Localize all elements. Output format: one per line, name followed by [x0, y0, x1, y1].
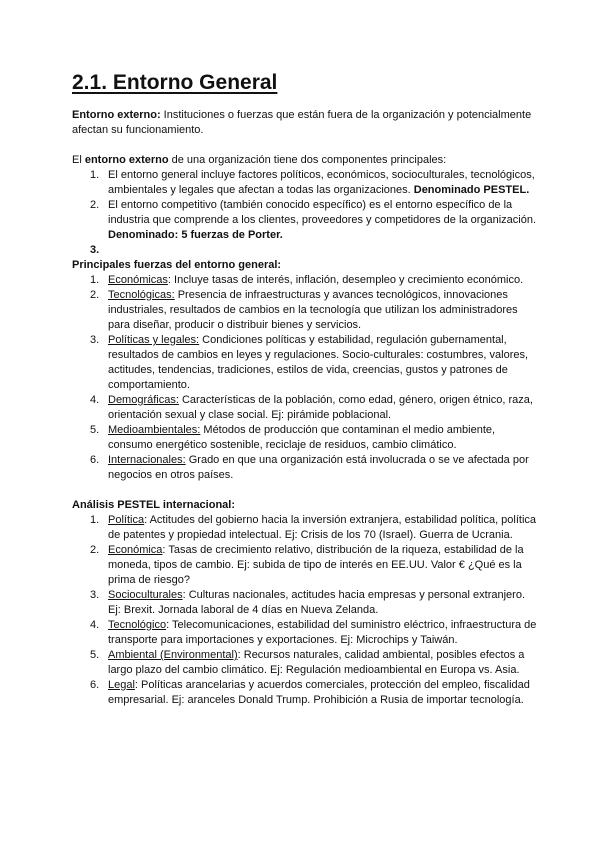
intro-term: Entorno externo: — [72, 109, 161, 121]
list-item-bold: Denominado: 5 fuerzas de Porter. — [108, 229, 283, 241]
page-title: 2.1. Entorno General — [72, 71, 278, 94]
list-item-text: Características de la población, como edad, género, origen étnico, raza, orientación sexual y clase social. Ej: pirámide poblacional. — [108, 394, 533, 421]
list-item — [72, 453, 540, 483]
list-number: 2. — [90, 544, 100, 556]
list-number: 6. — [90, 454, 100, 466]
list-item-text: Telecomunicaciones, estabilidad del suministro eléctrico, infraestructura de transporte para importaciones y exportaciones. Ej: Microchips y Taiwán. — [108, 619, 537, 646]
list-number: 1. — [90, 274, 100, 286]
list-number: 4. — [90, 394, 100, 406]
list-item-sep: : — [237, 649, 241, 661]
list-number: 5. — [90, 649, 100, 661]
list-item — [72, 273, 540, 288]
components-lead-pre: El — [72, 154, 85, 166]
list-item-label: Política — [108, 514, 145, 526]
intro-paragraph — [72, 108, 540, 138]
list-item-label: Económica — [108, 544, 163, 556]
list-number: 5. — [90, 424, 100, 436]
components-list — [72, 168, 540, 258]
list-item — [72, 423, 540, 453]
list-item-label: Tecnológicas: — [108, 289, 175, 301]
list-item-text: Culturas nacionales, actitudes hacia empresas y personal extranjero. Ej: Brexit. Jornada laboral de 4 días en Nueva Zelanda. — [108, 589, 526, 616]
list-number: 1. — [90, 514, 100, 526]
list-number: 2. — [90, 289, 100, 301]
list-item — [72, 288, 540, 333]
list-number: 4. — [90, 619, 100, 631]
list-item-label: Legal — [108, 679, 135, 691]
principales-heading: Principales fuerzas del entorno general: — [72, 259, 282, 271]
list-item-label: Internacionales: — [108, 454, 186, 466]
list-item — [72, 513, 540, 543]
list-number: 6. — [90, 679, 100, 691]
list-item-text: Métodos de producción que contaminan el medio ambiente, consumo energético sostenible, reciclaje de residuos, cambio climático. — [108, 424, 496, 451]
list-item — [72, 678, 540, 708]
list-item-text: El entorno general incluye factores políticos, económicos, socioculturales, tecnológicos, ambientales y legales que afectan a todas las organizaciones. — [108, 169, 535, 196]
list-item-text: El entorno competitivo (también conocido específico) es el entorno específico de la industria que comprende a los clientes, proveedores y competidores de la organización. — [108, 199, 537, 226]
principales-list — [72, 273, 540, 483]
list-item-text: Presencia de infraestructuras y avances tecnológicos, innovaciones industriales, resultados de cambios en la tecnología que utilizan los administradores para diseñar, producir o distribuir bienes y servicios. — [108, 289, 518, 331]
list-item-label: Socioculturales — [108, 589, 183, 601]
list-item-text: Actitudes del gobierno hacia la inversión extranjera, estabilidad política, política de patentes y propiedad intelectual. Ej: Crisis de los 70 (Israel). Guerra de Ucrania. — [108, 514, 537, 541]
list-item-label: Demográficas: — [108, 394, 179, 406]
list-number: 3. — [90, 334, 100, 346]
spacer — [72, 483, 540, 498]
pestel-heading: Análisis PESTEL internacional: — [72, 499, 236, 511]
list-number: 1. — [90, 169, 100, 181]
list-item-sep: : — [166, 619, 170, 631]
list-item-text: Recursos naturales, calidad ambiental, posibles efectos a largo plazo del cambio climático. Ej: Regulación medioambiental en Europa vs. Asia. — [108, 649, 525, 676]
list-item-text: Grado en que una organización está involucrada o se ve afectada por negocios en otros países. — [108, 454, 529, 481]
components-lead — [72, 153, 540, 168]
list-number: 3. — [90, 589, 100, 601]
list-item — [72, 588, 540, 618]
list-item-label: Ambiental (Environmental) — [108, 649, 238, 661]
list-item — [72, 648, 540, 678]
list-item-sep: : — [134, 679, 138, 691]
list-number: 3. — [90, 244, 100, 256]
list-item-sep: : — [167, 274, 171, 286]
pestel-list — [72, 513, 540, 708]
list-item-bold: Denominado PESTEL. — [413, 184, 530, 196]
list-item-label: Políticas y legales: — [108, 334, 200, 346]
list-item-sep: : — [144, 514, 148, 526]
list-item-text: Políticas arancelarias y acuerdos comerciales, protección del empleo, fiscalidad empresarial. Ej: aranceles Donald Trump. Prohibición a Rusia de importar tecnología. — [108, 679, 530, 706]
spacer — [72, 138, 540, 153]
list-item-text: Incluye tasas de interés, inflación, desempleo y crecimiento económico. — [170, 274, 524, 286]
list-item — [72, 168, 540, 198]
list-item — [72, 393, 540, 423]
list-item — [72, 198, 540, 243]
list-item-text: Tasas de crecimiento relativo, distribución de la riqueza, estabilidad de la moneda, tipos de cambio. Ej: subida de tipo de interés en EE.UU. Valor € ¿Qué es la prima de riesgo? — [108, 544, 524, 586]
list-item-label: Medioambientales: — [108, 424, 201, 436]
list-item-label: Económicas — [108, 274, 168, 286]
list-item-text: Condiciones políticas y estabilidad, regulación gubernamental, resultados de cambios en leyes y regulaciones. Socio-culturales: costumbres, valores, actitudes, tendencias, tradiciones, estilos de vida, creencias, gustos y patrones de comportamiento. — [108, 334, 529, 391]
list-item — [72, 543, 540, 588]
list-number: 2. — [90, 199, 100, 211]
list-item — [72, 243, 540, 258]
components-lead-post: de una organización tiene dos componentes principales: — [168, 154, 447, 166]
components-lead-bold: entorno externo — [84, 154, 169, 166]
intro-definition: Instituciones o fuerzas que están fuera de la organización y potencialmente afectan su funcionamiento. — [72, 109, 532, 136]
list-item-sep: : — [182, 589, 186, 601]
list-item — [72, 618, 540, 648]
list-item — [72, 333, 540, 393]
list-item-label: Tecnológico — [108, 619, 167, 631]
list-item-sep: : — [162, 544, 166, 556]
